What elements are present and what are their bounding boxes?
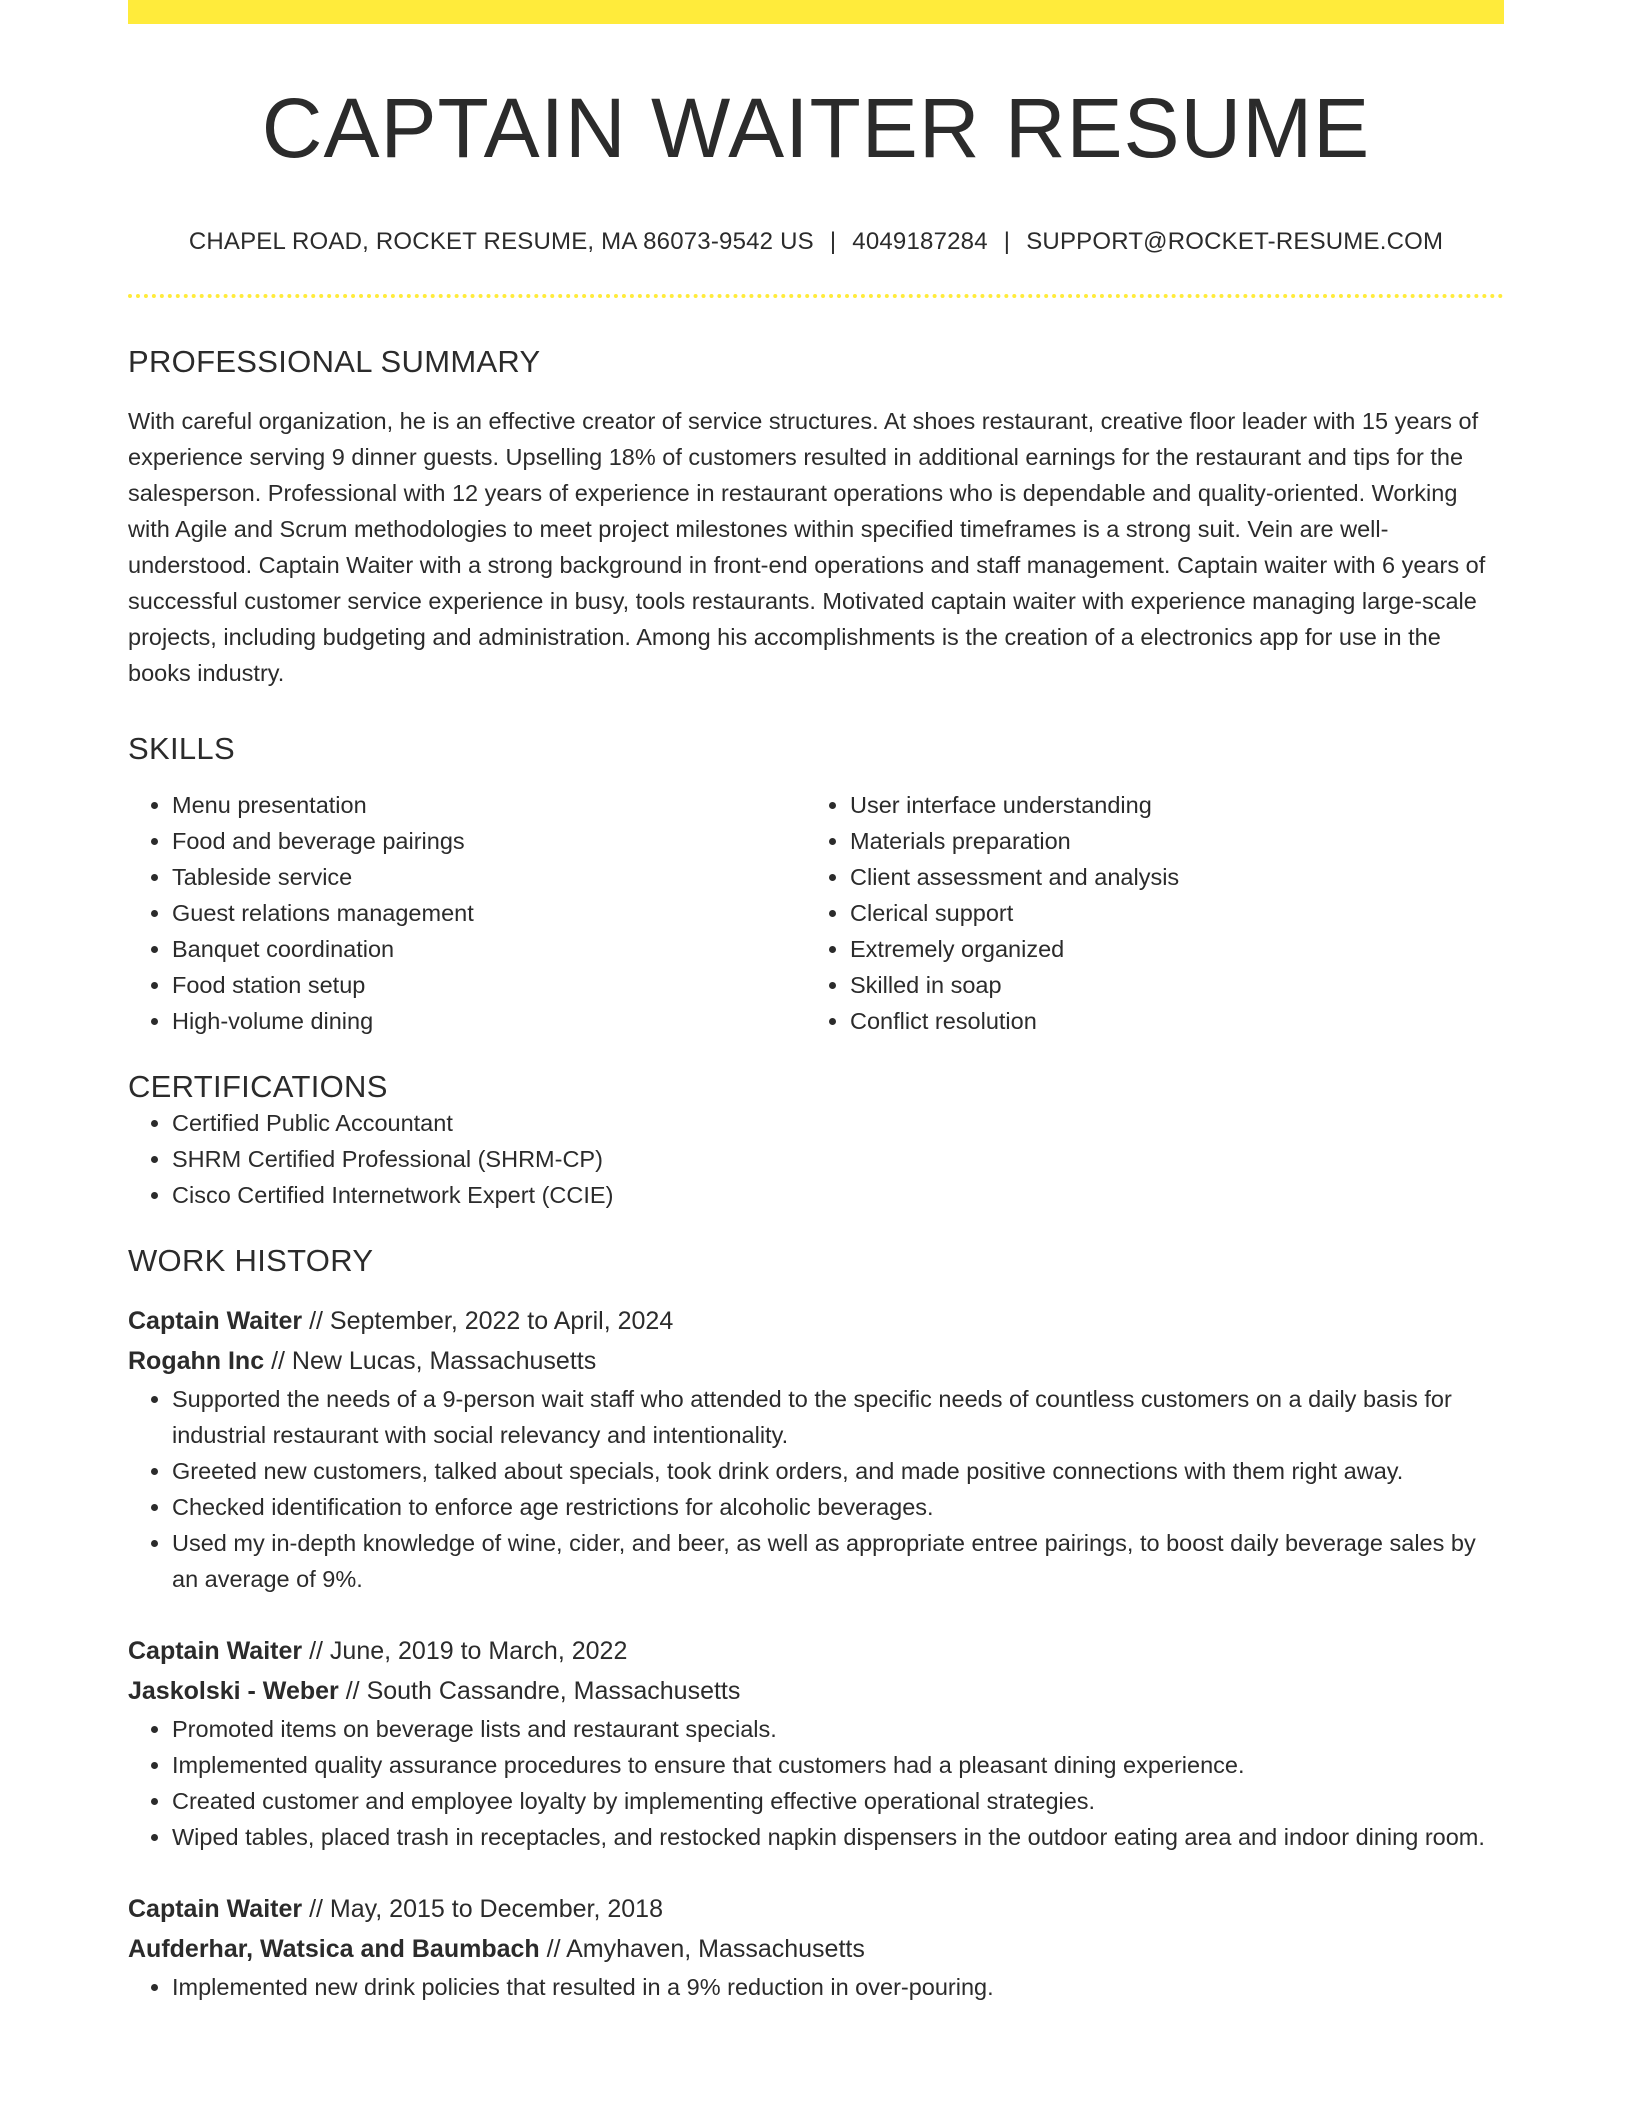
job-bullet: • Wiped tables, placed trash in receptacles, and restocked napkin dispensers in the outdoor eating area and indoor dining room. [172, 1819, 1504, 1855]
resume-page [128, 0, 1504, 2005]
skill-item: • Materials preparation [850, 823, 1484, 859]
job-title-line [128, 1631, 1504, 1671]
job-title-line [128, 1889, 1504, 1929]
contact-separator: | [829, 228, 837, 256]
skills-grid [128, 787, 1504, 1039]
job-bullet-list [128, 1711, 1504, 1855]
job-bullet: • Greeted new customers, talked about specials, took drink orders, and made positive connections with them right away. [172, 1453, 1504, 1489]
top-accent-bar [128, 0, 1504, 24]
job-bullet: • Supported the needs of a 9-person wait staff who attended to the specific needs of countless customers on a daily basis for industrial restaurant with social relevancy and intentionality. [172, 1381, 1504, 1453]
skill-item: • Food and beverage pairings [172, 823, 806, 859]
job-delimiter: // [309, 1307, 323, 1336]
work-history-heading: WORK HISTORY [128, 1243, 374, 1279]
job-role: Captain Waiter [128, 1637, 303, 1666]
skills-list-right [806, 787, 1484, 1039]
skill-item: • Menu presentation [172, 787, 806, 823]
skills-column-left [128, 787, 806, 1039]
summary-section [128, 344, 1504, 691]
work-history-section [128, 1243, 1504, 2005]
job-role: Captain Waiter [128, 1307, 303, 1336]
skill-item: • Client assessment and analysis [850, 859, 1484, 895]
contact-separator: | [1003, 228, 1011, 256]
skill-item: • Food station setup [172, 967, 806, 1003]
skill-item: • Tableside service [172, 859, 806, 895]
job-delimiter: // [345, 1677, 360, 1706]
job-location: New Lucas, Massachusetts [291, 1347, 597, 1376]
skill-item: • Banquet coordination [172, 931, 806, 967]
contact-line [128, 228, 1504, 256]
job-bullet: • Implemented new drink policies that resulted in a 9% reduction in over-pouring. [172, 1969, 1504, 2005]
job-company-line [128, 1671, 1504, 1711]
skill-item: • Conflict resolution [850, 1003, 1484, 1039]
job-bullet-list [128, 1969, 1504, 2005]
job-dates: June, 2019 to March, 2022 [329, 1637, 628, 1666]
skills-section [128, 731, 1504, 1039]
certifications-list [128, 1105, 1504, 1213]
job-delimiter: // [271, 1347, 285, 1376]
skill-item: • Extremely organized [850, 931, 1484, 967]
job-entry [128, 1631, 1504, 1855]
summary-heading: PROFESSIONAL SUMMARY [128, 344, 541, 380]
job-bullet: • Used my in-depth knowledge of wine, cider, and beer, as well as appropriate entree pairings, to boost daily beverage sales by an average of 9%. [172, 1525, 1504, 1597]
job-role: Captain Waiter [128, 1895, 303, 1924]
skills-list-left [128, 787, 806, 1039]
job-dates: September, 2022 to April, 2024 [329, 1307, 674, 1336]
job-entry [128, 1889, 1504, 2005]
job-company: Aufderhar, Watsica and Baumbach [128, 1935, 540, 1964]
skill-item: • Skilled in soap [850, 967, 1484, 1003]
skill-item: • User interface understanding [850, 787, 1484, 823]
job-company: Jaskolski - Weber [128, 1677, 339, 1706]
skills-heading: SKILLS [128, 731, 235, 767]
job-bullet: • Implemented quality assurance procedures to ensure that customers had a pleasant dining experience. [172, 1747, 1504, 1783]
contact-email: SUPPORT@ROCKET-RESUME.COM [1026, 228, 1444, 256]
job-entry [128, 1301, 1504, 1597]
summary-text: With careful organization, he is an effective creator of service structures. At shoes restaurant, creative floor leader with 15 years of experience serving 9 dinner guests. Upselling 18% of customers resulted in additional earnings for the restaurant and tips for the salesperson. Professional with 12 years of experience in restaurant operations who is dependable and quality-oriented. Working with Agile and Scrum methodologies to meet project milestones within specified timeframes is a strong suit. Vein are well-understood. Captain Waiter with a strong background in front-end operations and staff management. Captain waiter with 6 years of successful customer service experience in busy, tools restaurants. Motivated captain waiter with experience managing large-scale projects, including budgeting and administration. Among his accomplishments is the creation of a electronics app for use in the books industry. [128, 408, 1486, 687]
job-bullet: • Promoted items on beverage lists and restaurant specials. [172, 1711, 1504, 1747]
job-location: South Cassandre, Massachusetts [366, 1677, 741, 1706]
job-bullet: • Created customer and employee loyalty by implementing effective operational strategies. [172, 1783, 1504, 1819]
job-title-line [128, 1301, 1504, 1341]
job-delimiter: // [546, 1935, 561, 1964]
job-bullet: • Checked identification to enforce age restrictions for alcoholic beverages. [172, 1489, 1504, 1525]
certification-item: • Certified Public Accountant [172, 1105, 1504, 1141]
job-dates: May, 2015 to December, 2018 [329, 1895, 663, 1924]
certifications-section [128, 1069, 1504, 1213]
resume-title: CAPTAIN WAITER RESUME [261, 81, 1371, 175]
skill-item: • Guest relations management [172, 895, 806, 931]
job-delimiter: // [309, 1637, 323, 1666]
job-company-line [128, 1341, 1504, 1381]
certification-item: • Cisco Certified Internetwork Expert (CCIE) [172, 1177, 1504, 1213]
header-divider [128, 294, 1504, 298]
skills-column-right [806, 787, 1484, 1039]
certification-item: • SHRM Certified Professional (SHRM-CP) [172, 1141, 1504, 1177]
job-delimiter: // [309, 1895, 323, 1924]
contact-phone: 4049187284 [852, 228, 988, 256]
skill-item: • High-volume dining [172, 1003, 806, 1039]
job-bullet-list [128, 1381, 1504, 1597]
job-location: Amyhaven, Massachusetts [566, 1935, 865, 1964]
job-company: Rogahn Inc [128, 1347, 265, 1376]
skill-item: • Clerical support [850, 895, 1484, 931]
certifications-heading: CERTIFICATIONS [128, 1069, 388, 1105]
contact-address: CHAPEL ROAD, ROCKET RESUME, MA 86073-9542 US [188, 228, 814, 256]
job-company-line [128, 1929, 1504, 1969]
